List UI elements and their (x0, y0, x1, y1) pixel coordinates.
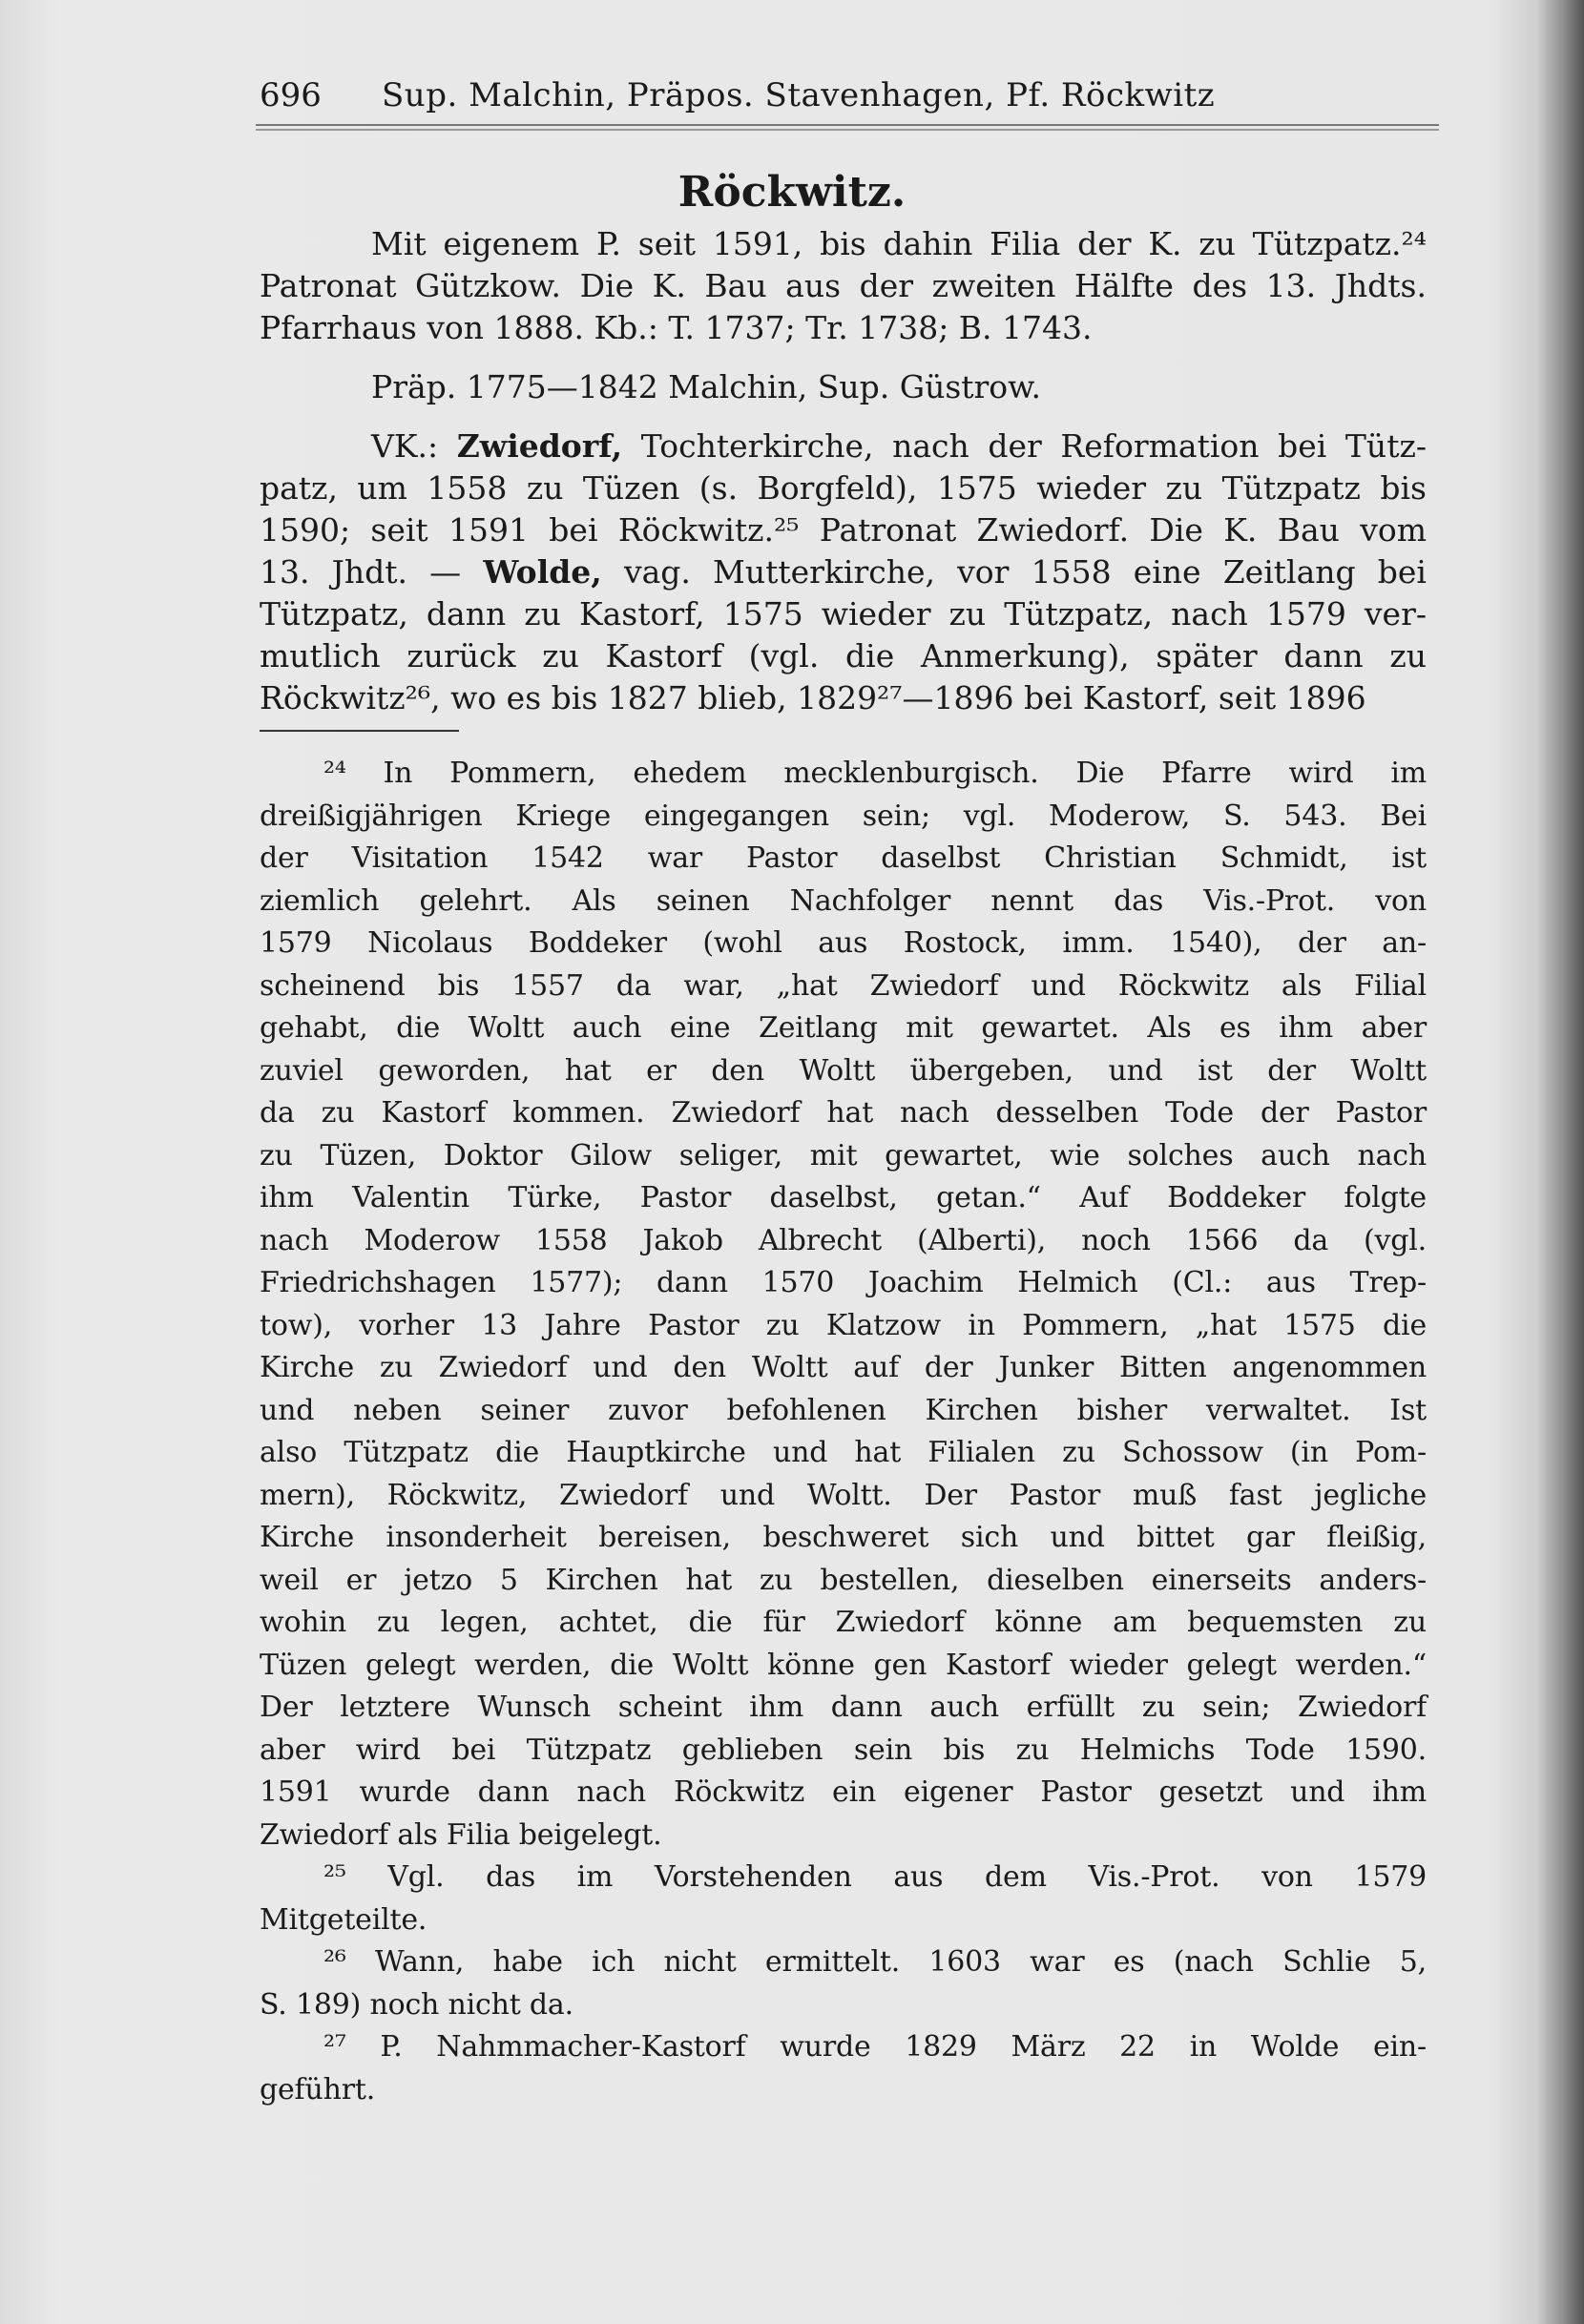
body-line: mutlich zurück zu Kastorf (vgl. die Anmerkung), später dann zu (260, 637, 1427, 674)
body-line: Präp. 1775—1842 Malchin, Sup. Güstrow. (371, 368, 1041, 405)
footnote-line: ihm Valentin Türke, Pastor daselbst, getan.“ Auf Boddeker folgte (260, 1181, 1427, 1214)
bold-place-name: Wolde, (483, 553, 602, 591)
footnote-line: Kirche insonderheit bereisen, beschweret sich und bittet gar fleißig, (260, 1521, 1427, 1554)
footnote-line: zu Tüzen, Doktor Gilow seliger, mit gewartet, wie solches auch nach (260, 1138, 1427, 1172)
footnote-line: und neben seiner zuvor befohlenen Kirchen bisher verwaltet. Ist (260, 1393, 1427, 1427)
text-segment: VK.: (371, 427, 457, 465)
footnote-line: zuviel geworden, hat er den Woltt übergeben, und ist der Woltt (260, 1053, 1427, 1088)
running-title: Sup. Malchin, Präpos. Stavenhagen, Pf. Röckwitz (382, 76, 1216, 114)
footnotes (260, 753, 1427, 2111)
footnote-line: geführt. (260, 2072, 376, 2106)
body-line: Pfarrhaus von 1888. Kb.: T. 1737; Tr. 1738; B. 1743. (260, 309, 1093, 346)
footnote-line: 1579 Nicolaus Boddeker (wohl aus Rostock, imm. 1540), der an- (260, 926, 1427, 960)
text-segment: 13. Jhdt. — (260, 553, 484, 591)
footnote-line: ²⁶ Wann, habe ich nicht ermittelt. 1603 war es (nach Schlie 5, (323, 1945, 1427, 1979)
body-line: 1590; seit 1591 bei Röckwitz.²⁵ Patronat Zwiedorf. Die K. Bau vom (260, 511, 1427, 549)
footnote-line: also Tützpatz die Hauptkirche und hat Filialen zu Schossow (in Pom- (260, 1436, 1427, 1469)
footnote-line: aber wird bei Tützpatz geblieben sein bis zu Helmichs Tode 1590. (260, 1733, 1427, 1767)
footnote-line: ²⁵ Vgl. das im Vorstehenden aus dem Vis.-Prot. von 1579 (323, 1860, 1427, 1894)
footnote-line: weil er jetzo 5 Kirchen hat zu bestellen, dieselben einerseits anders- (260, 1563, 1427, 1597)
body-line (260, 551, 1427, 593)
text-segment: vag. Mutterkirche, vor 1558 eine Zeitlang bei (601, 553, 1427, 591)
footnote-line: dreißigjährigen Kriege eingegangen sein; vgl. Moderow, S. 543. Bei (260, 799, 1427, 833)
bold-place-name: Zwiedorf, (456, 427, 623, 465)
footnote-line: ²⁴ In Pommern, ehedem mecklenburgisch. Die Pfarre wird im (323, 757, 1427, 790)
footnote-line: Der letztere Wunsch scheint ihm dann auch erfüllt zu sein; Zwiedorf (260, 1691, 1427, 1724)
footnote-line: Zwiedorf als Filia beigelegt. (260, 1817, 662, 1852)
body-line: Patronat Gützkow. Die K. Bau aus der zweiten Hälfte des 13. Jhdts. (260, 267, 1427, 304)
page-number: 696 (260, 76, 322, 114)
header-rule (256, 124, 1439, 131)
footnote-line: Mitgeteilte. (260, 1902, 427, 1937)
body-line: Tützpatz, dann zu Kastorf, 1575 wieder zu Tützpatz, nach 1579 ver- (260, 595, 1427, 633)
footnote-line: nach Moderow 1558 Jakob Albrecht (Alberti), noch 1566 da (vgl. (260, 1223, 1427, 1257)
footnote-line: gehabt, die Woltt auch eine Zeitlang mit gewartet. Als es ihm aber (260, 1011, 1427, 1045)
section-title: Röckwitz. (677, 168, 907, 217)
footnote-line: ziemlich gelehrt. Als seinen Nachfolger nennt das Vis.-Prot. von (260, 883, 1427, 918)
footnote-line: S. 189) noch nicht da. (260, 1987, 573, 2022)
body-line (260, 425, 1427, 467)
running-header (260, 76, 1434, 126)
footnote-line: da zu Kastorf kommen. Zwiedorf hat nach desselben Tode der Pastor (260, 1096, 1427, 1130)
main-text (260, 223, 1427, 719)
text-segment: Tochterkirche, nach der Reformation bei Tütz- (622, 427, 1427, 465)
footnote-line: tow), vorher 13 Jahre Pastor zu Klatzow in Pommern, „hat 1575 die (260, 1308, 1427, 1342)
footnote-line: 1591 wurde dann nach Röckwitz ein eigener Pastor gesetzt und ihm (260, 1775, 1427, 1809)
body-line: Mit eigenem P. seit 1591, bis dahin Filia der K. zu Tützpatz.²⁴ (371, 225, 1427, 262)
footnote-line: mern), Röckwitz, Zwiedorf und Woltt. Der Pastor muß fast jegliche (260, 1478, 1427, 1512)
footnote-line: Friedrichshagen 1577); dann 1570 Joachim Helmich (Cl.: aus Trep- (260, 1266, 1427, 1299)
footnote-rule (260, 730, 459, 732)
footnote-line: Tüzen gelegt werden, die Woltt könne gen Kastorf wieder gelegt werden.“ (260, 1648, 1427, 1682)
footnote-line: scheinend bis 1557 da war, „hat Zwiedorf und Röckwitz als Filial (260, 968, 1427, 1003)
body-line: patz, um 1558 zu Tüzen (s. Borgfeld), 1575 wieder zu Tützpatz bis (260, 469, 1427, 507)
footnote-line: der Visitation 1542 war Pastor daselbst Christian Schmidt, ist (260, 841, 1427, 875)
footnote-line: ²⁷ P. Nahmmacher-Kastorf wurde 1829 März 22 in Wolde ein- (323, 2030, 1427, 2064)
footnote-line: wohin zu legen, achtet, die für Zwiedorf könne am bequemsten zu (260, 1606, 1427, 1639)
footnote-line: Kirche zu Zwiedorf und den Woltt auf der Junker Bitten angenommen (260, 1351, 1427, 1384)
body-line: Röckwitz²⁶, wo es bis 1827 blieb, 1829²⁷—1896 bei Kastorf, seit 1896 (260, 679, 1366, 716)
